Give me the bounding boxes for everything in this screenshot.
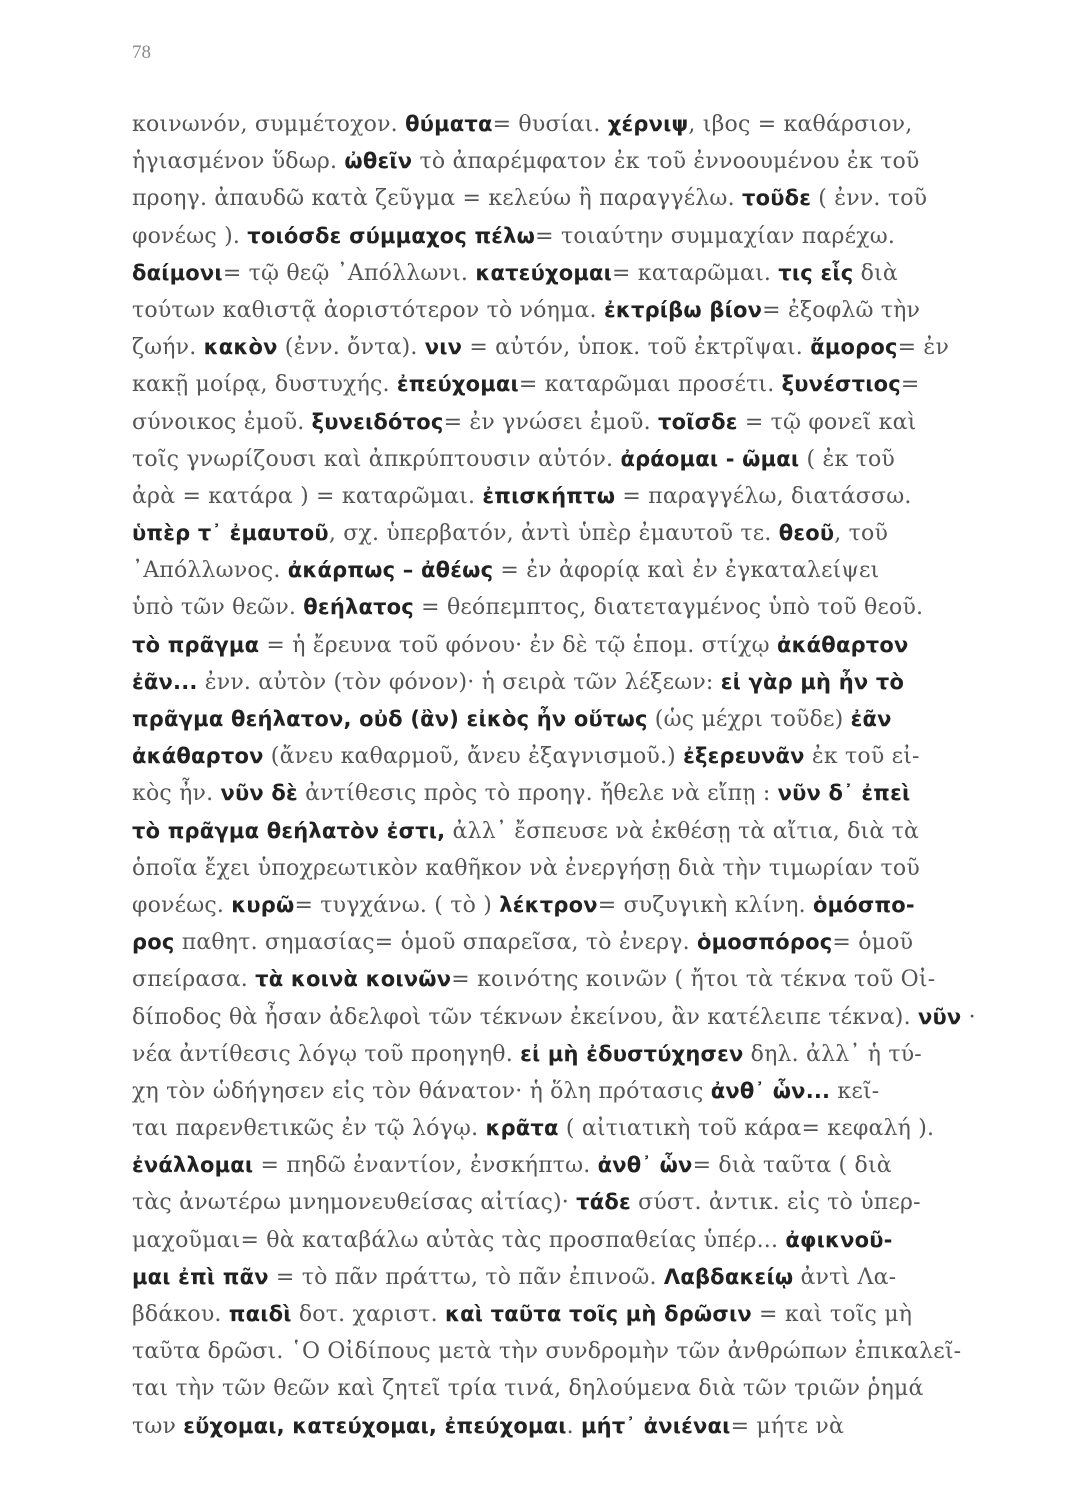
headword: ἄμορος xyxy=(810,335,898,360)
gloss-text: μαχοῦμαι= θὰ καταβάλω αὐτὰς τὰς προσπαθείας ὑπέρ... xyxy=(132,1227,786,1253)
gloss-text: = παραγγέλω, διατάσσω. xyxy=(615,483,912,509)
gloss-text: ἐνν. αὐτὸν (τὸν φόνον)· ἡ σειρὰ τῶν λέξεων: xyxy=(197,669,721,695)
text-line xyxy=(132,627,1022,664)
headword: εἰ γὰρ μὴ ἦν τὸ xyxy=(720,669,905,694)
headword: τάδε xyxy=(576,1190,631,1215)
gloss-text: . xyxy=(566,1413,582,1439)
gloss-text: προηγ. ἀπαυδῶ κατὰ ζεῦγμα = κελεύω ἢ παραγγέλω. xyxy=(132,186,742,212)
gloss-text: = θεόπεμπτος, διατεταγμένος ὑπὸ τοῦ θεοῦ. xyxy=(413,595,924,621)
gloss-text: = τοιαύτην συμμαχίαν παρέχω. xyxy=(535,223,896,249)
gloss-text: = διὰ ταῦτα ( διὰ xyxy=(692,1153,892,1179)
gloss-text: ( ἐκ τοῦ xyxy=(799,446,895,472)
text-line xyxy=(132,552,1022,589)
gloss-text: = xyxy=(900,372,920,398)
headword: τοιόσδε σύμμαχος πέλω xyxy=(247,223,536,248)
headword: κατεύχομαι xyxy=(475,260,612,285)
headword: τοῖσδε xyxy=(657,409,738,434)
gloss-text: ἐκ τοῦ εἰ- xyxy=(804,744,920,770)
gloss-text: σύνοικος ἐμοῦ. xyxy=(132,409,312,435)
headword: θεήλατος xyxy=(303,595,414,620)
text-line xyxy=(132,218,1022,255)
headword: λέκτρον xyxy=(499,892,598,917)
headword: ἐνάλλομαι xyxy=(132,1153,254,1178)
gloss-text: τούτων καθιστᾷ ἀοριστότερον τὸ νόημα. xyxy=(132,297,604,323)
text-line xyxy=(132,924,1022,961)
headword: ἀκάθαρτον xyxy=(776,632,909,657)
text-line xyxy=(132,478,1022,515)
gloss-text: σύστ. ἀντικ. εἰς τὸ ὑπερ- xyxy=(630,1190,921,1216)
gloss-text: ἀρὰ = κατάρα ) = καταρῶμαι. xyxy=(132,483,483,509)
headword: ἐκτρίβω βίον xyxy=(603,297,763,322)
headword: ἀράομαι - ῶμαι xyxy=(620,446,800,471)
headword: ὑπὲρ τ᾿ ἐμαυτοῦ xyxy=(132,521,329,546)
gloss-text: = ἡ ἔρευνα τοῦ φόνου· ἐν δὲ τῷ ἑπομ. στίχῳ xyxy=(259,632,777,658)
gloss-text: σπείρασα. xyxy=(132,967,256,993)
gloss-text: ᾿Απόλλωνος. xyxy=(132,558,288,584)
text-line xyxy=(132,1370,1022,1407)
headword: θεοῦ xyxy=(778,521,835,546)
gloss-text: ταῦτα δρῶσι. ῾Ο Οἰδίπους μετὰ τὴν συνδρομὴν τῶν ἀνθρώπων ἐπικαλεῖ- xyxy=(132,1339,962,1365)
gloss-text: , σχ. ὑπερβατόν, ἀντὶ ὑπὲρ ἐμαυτοῦ τε. xyxy=(328,521,779,547)
gloss-text: = κοινότης κοινῶν ( ἤτοι τὰ τέκνα τοῦ Οἰ- xyxy=(451,967,936,993)
gloss-text: χη τὸν ὡδήγησεν εἰς τὸν θάνατον· ἡ ὅλη πρότασις xyxy=(132,1078,711,1104)
gloss-text: ἡγιασμένον ὕδωρ. xyxy=(132,149,345,175)
headword: τὸ πρᾶγμα xyxy=(132,632,260,657)
headword: ἐᾶν xyxy=(850,707,892,731)
gloss-text: (ὡς μέχρι τοῦδε) xyxy=(647,707,851,732)
headword: ἐᾶν... xyxy=(132,669,198,694)
gloss-text: = ἐξοφλῶ τὴν xyxy=(762,297,921,323)
gloss-text: = καταρῶμαι προσέτι. xyxy=(518,372,782,398)
gloss-text: νέα ἀντίθεσις λόγῳ τοῦ προηγηθ. xyxy=(132,1041,521,1067)
headword: νῦν δὲ xyxy=(220,781,298,806)
text-line xyxy=(132,701,1022,738)
gloss-text: ζωήν. xyxy=(132,335,204,361)
headword: καὶ ταῦτα τοῖς μὴ δρῶσιν xyxy=(445,1302,752,1326)
headword: ἀφικνοῦ- xyxy=(785,1227,893,1252)
gloss-text: κεῖ- xyxy=(830,1078,880,1104)
text-line xyxy=(132,813,1022,850)
gloss-text: κοινωνόν, συμμέτοχον. xyxy=(132,112,406,137)
gloss-text: δηλ. ἀλλ᾿ ἡ τύ- xyxy=(743,1041,922,1067)
headword: ἀνθ᾿ ὧν xyxy=(597,1153,693,1178)
gloss-text: = αὐτόν, ὑποκ. τοῦ ἐκτρῖψαι. xyxy=(462,335,811,361)
headword: Λαβδακείῳ xyxy=(663,1264,794,1289)
gloss-text: = συζυγικὴ κλίνη. xyxy=(597,892,813,918)
gloss-text: = τὸ πᾶν πράττω, τὸ πᾶν ἐπινοῶ. xyxy=(268,1264,664,1290)
gloss-text: = τυγχάνω. ( τὸ ) xyxy=(294,892,500,918)
gloss-text: , ιβος = καθάρσιον, xyxy=(688,112,913,137)
headword: ξυνέστιος xyxy=(781,372,901,397)
text-line xyxy=(132,1408,1022,1445)
headword: ἐξερευνᾶν xyxy=(683,744,805,769)
text-line xyxy=(132,515,1022,552)
gloss-text: δοτ. χαριστ. xyxy=(291,1302,445,1327)
gloss-text: ( ἐνν. τοῦ xyxy=(811,186,928,212)
gloss-text: διὰ xyxy=(853,260,898,286)
text-line xyxy=(132,999,1022,1036)
text-line xyxy=(132,366,1022,403)
headword: ξυνειδότος xyxy=(311,409,444,434)
gloss-text: , τοῦ xyxy=(834,521,889,547)
text-line xyxy=(132,1036,1022,1073)
gloss-text: = μήτε νὰ xyxy=(730,1413,845,1439)
gloss-text: φονέως. xyxy=(132,892,232,918)
headword: νῦν xyxy=(917,1004,962,1029)
gloss-text: ἀντίθεσις πρὸς τὸ προηγ. ἤθελε νὰ εἴπῃ : xyxy=(297,781,778,807)
text-line xyxy=(132,1259,1022,1296)
gloss-text: = καὶ τοῖς μὴ xyxy=(751,1302,913,1327)
headword: ἐπεύχομαι xyxy=(396,372,519,397)
gloss-text: ὁποῖα ἔχει ὑποχρεωτικὸν καθῆκον νὰ ἐνεργήσῃ διὰ τὴν τιμωρίαν τοῦ xyxy=(132,855,920,881)
text-line xyxy=(132,1222,1022,1259)
text-line xyxy=(132,441,1022,478)
headword: πρᾶγμα θεήλατον, οὐδ (ἂν) εἰκὸς ἦν οὕτως xyxy=(132,707,648,731)
headword: ὁμοσπόρος xyxy=(696,930,833,955)
headword: νῦν δ᾿ ἐπεὶ xyxy=(777,781,911,806)
gloss-text: κὸς ἦν. xyxy=(132,781,221,807)
gloss-text: ἀντὶ Λα- xyxy=(793,1264,897,1290)
page-number: 78 xyxy=(132,42,151,63)
gloss-text: = ἐν γνώσει ἐμοῦ. xyxy=(443,409,658,435)
text-line xyxy=(132,180,1022,217)
gloss-text: δίποδος θὰ ἦσαν ἀδελφοὶ τῶν τέκνων ἐκείνου, ἂν κατέλειπε τέκνα). xyxy=(132,1004,918,1030)
gloss-text: = καταρῶμαι. xyxy=(611,260,779,286)
text-line xyxy=(132,1147,1022,1184)
headword: νιν xyxy=(424,335,463,360)
headword: ἀκάθαρτον xyxy=(132,744,264,769)
text-line xyxy=(132,143,1022,180)
headword: μήτ᾿ ἀνιέναι xyxy=(581,1413,731,1438)
headword: ρος xyxy=(132,930,175,955)
gloss-text: = τῷ φονεῖ καὶ xyxy=(737,409,917,435)
gloss-text: βδάκου. xyxy=(132,1302,229,1327)
gloss-text: τὸ ἀπαρέμφατον ἐκ τοῦ ἐννοουμένου ἐκ τοῦ xyxy=(412,149,920,175)
text-line xyxy=(132,850,1022,887)
headword: τοῦδε xyxy=(741,186,812,211)
gloss-text: = ὁμοῦ xyxy=(832,930,914,956)
text-line xyxy=(132,887,1022,924)
gloss-text: · xyxy=(961,1004,976,1030)
headword: ἐπισκήπτω xyxy=(482,483,616,508)
headword: εὔχομαι, κατεύχομαι, ἐπεύχομαι xyxy=(183,1413,567,1438)
gloss-text: κακῇ μοίρᾳ, δυστυχής. xyxy=(132,372,397,398)
gloss-text: = ἐν ἀφορίᾳ καὶ ἐν ἐγκαταλείψει xyxy=(493,558,880,584)
headword: τις εἷς xyxy=(778,260,854,285)
headword: τὸ πρᾶγμα θεήλατὸν ἐστι, xyxy=(132,818,446,843)
gloss-text: παθητ. σημασίας= ὁμοῦ σπαρεῖσα, τὸ ἐνεργ. xyxy=(174,930,697,956)
headword: δαίμονι xyxy=(132,260,223,285)
headword: ἀνθ᾿ ὧν... xyxy=(710,1078,831,1103)
headword: χέρνιψ xyxy=(607,112,689,136)
gloss-text: ται τὴν τῶν θεῶν καὶ ζητεῖ τρία τινά, δηλούμενα διὰ τῶν τριῶν ῥημά xyxy=(132,1376,924,1402)
text-line xyxy=(132,1073,1022,1110)
headword: κακὸν xyxy=(203,335,278,360)
headword: μαι ἐπὶ πᾶν xyxy=(132,1264,269,1289)
headword: ἀκάρπως – ἀθέως xyxy=(287,558,494,583)
gloss-text: (ἄνευ καθαρμοῦ, ἄνευ ἐξαγνισμοῦ.) xyxy=(263,744,684,770)
text-line xyxy=(132,292,1022,329)
commentary-text xyxy=(132,106,1022,1445)
gloss-text: ἀλλ᾿ ἔσπευσε νὰ ἐκθέσῃ τὰ αἴτια, διὰ τὰ xyxy=(445,818,920,844)
headword: ὠθεῖν xyxy=(344,149,413,174)
gloss-text: = ἐν xyxy=(897,335,950,361)
text-line xyxy=(132,589,1022,626)
headword: παιδὶ xyxy=(228,1302,292,1326)
text-line xyxy=(132,738,1022,775)
gloss-text: των xyxy=(132,1413,184,1439)
gloss-text: ται παρενθετικῶς ἐν τῷ λόγῳ. xyxy=(132,1116,486,1142)
headword: κυρῶ xyxy=(231,892,295,917)
text-line xyxy=(132,664,1022,701)
gloss-text: = θυσίαι. xyxy=(492,112,608,137)
headword: τὰ κοινὰ κοινῶν xyxy=(255,967,452,992)
headword: κρᾶτα xyxy=(485,1116,559,1141)
text-line xyxy=(132,1184,1022,1221)
gloss-text: = τῷ θεῷ ᾿Απόλλωνι. xyxy=(222,260,476,286)
text-line xyxy=(132,329,1022,366)
gloss-text: τὰς ἀνωτέρω μνημονευθείσας αἰτίας)· xyxy=(132,1190,577,1216)
text-line xyxy=(132,961,1022,998)
gloss-text: (ἐνν. ὄντα). xyxy=(277,335,425,361)
gloss-text: τοῖς γνωρίζουσι καὶ ἀπκρύπτουσιν αὐτόν. xyxy=(132,446,621,472)
gloss-text: φονέως ). xyxy=(132,223,248,249)
text-line xyxy=(132,1333,1022,1370)
gloss-text: ὑπὸ τῶν θεῶν. xyxy=(132,595,304,621)
headword: εἰ μὴ ἐδυστύχησεν xyxy=(520,1041,744,1066)
text-line xyxy=(132,404,1022,441)
text-line xyxy=(132,1296,1022,1333)
text-line xyxy=(132,1110,1022,1147)
text-line xyxy=(132,106,1022,143)
text-line xyxy=(132,255,1022,292)
gloss-text: ( αἰτιατικὴ τοῦ κάρα= κεφαλή ). xyxy=(558,1116,935,1142)
gloss-text: = πηδῶ ἐναντίον, ἐνσκήπτω. xyxy=(253,1153,598,1179)
headword: θύματα xyxy=(405,112,493,136)
headword: ὁμόσπο- xyxy=(813,892,915,917)
text-line xyxy=(132,775,1022,812)
